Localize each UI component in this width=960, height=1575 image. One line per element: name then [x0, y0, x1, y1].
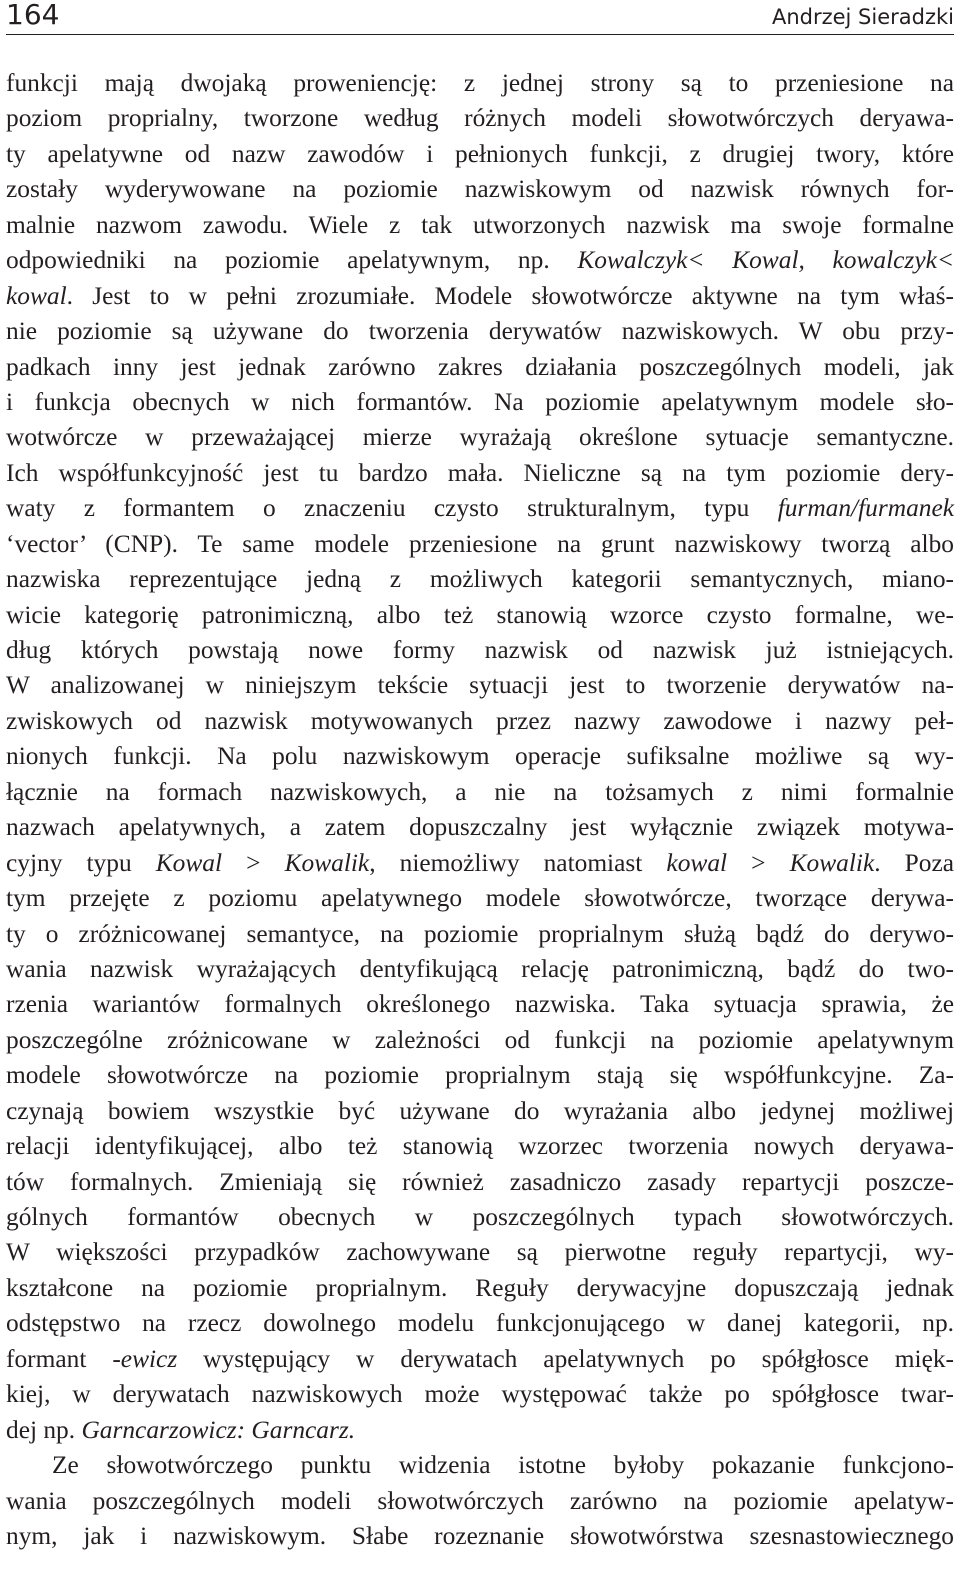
text-line: [6, 101, 954, 136]
text-run: nazwach apelatywnych, a zatem dopuszczalny jest wyłącznie związek motywa-: [6, 813, 954, 842]
text-line: [6, 1413, 954, 1448]
page-header: [6, 0, 954, 35]
text-run: występujący w derywatach apelatywnych po spółgłosce mięk-: [177, 1344, 954, 1373]
text-run: nionych funkcji. Na polu nazwiskowym operacje sufiksalne możliwe są wy-: [6, 742, 954, 771]
text-run: odpowiedniki na poziomie apelatywnym, np.: [6, 246, 578, 275]
text-run: ty o zróżnicowanej semantyce, na poziomie proprialnym służą bądź do derywo-: [6, 919, 954, 948]
text-run: tów formalnych. Zmieniają się również zasadniczo zasady repartycji poszcze-: [6, 1167, 954, 1196]
text-run: wania poszczególnych modeli słowotwórczych zarówno na poziomie apelatyw-: [6, 1486, 954, 1515]
italic-term: Kowalik: [284, 848, 370, 877]
text-line: [6, 1165, 954, 1200]
page-number: 164: [6, 0, 60, 31]
text-run: padkach inny jest jednak zarówno zakres działania poszczególnych modeli, jak: [6, 352, 954, 381]
text-run: W większości przypadków zachowywane są pierwotne reguły repartycji, wy-: [6, 1238, 954, 1267]
text-line: [6, 704, 954, 739]
text-run: . Poza: [874, 848, 955, 877]
paragraph: [6, 1448, 954, 1554]
text-line: [6, 1235, 954, 1270]
text-run: cyjny typu: [6, 848, 156, 877]
text-line: [6, 917, 954, 952]
text-run: ty apelatywne od nazw zawodów i pełnionych funkcji, z drugiej twory, które: [6, 139, 954, 168]
text-line: [6, 66, 954, 101]
text-line: [6, 1448, 954, 1483]
running-head-author: Andrzej Sieradzki: [771, 5, 954, 29]
text-line: [6, 598, 954, 633]
text-run: malnie nazwom zawodu. Wiele z tak utworzonych nazwisk ma swoje formalne: [6, 210, 954, 239]
text-run: dług których powstają nowe formy nazwisk od nazwisk już istniejących.: [6, 636, 954, 664]
text-line: [6, 420, 954, 455]
text-run: formant -: [6, 1344, 121, 1373]
text-line: [6, 491, 954, 526]
text-line: [6, 1023, 954, 1058]
text-line: [6, 1129, 954, 1164]
text-line: [6, 1306, 954, 1341]
text-run: Ze słowotwórczego punktu widzenia istotne byłoby pokazanie funkcjono-: [52, 1451, 954, 1480]
text-line: [6, 775, 954, 810]
text-run: nazwiska reprezentujące jedną z możliwych kategorii semantycznych, miano-: [6, 565, 954, 594]
text-run: gólnych formantów obecnych w poszczególnych typach słowotwórczych.: [6, 1203, 954, 1231]
text-line: [6, 668, 954, 703]
text-run: zostały wyderywowane na poziomie nazwiskowym od nazwisk równych for-: [6, 175, 954, 204]
italic-term: Kowalik: [789, 848, 875, 877]
text-run: zwiskowych od nazwisk motywowanych przez nazwy zawodowe i nazwy peł-: [6, 706, 954, 735]
text-run: , niemożliwy natomiast: [369, 848, 667, 877]
text-run: poziom proprialny, tworzone według różnych modeli słowotwórczych deryawa-: [6, 104, 954, 133]
text-run: czynają bowiem wszystkie być używane do wyrażania albo jedynej możliwej: [6, 1096, 954, 1125]
text-line: [6, 456, 954, 491]
text-run: modele słowotwórcze na poziomie proprialnym stają się współfunkcyjne. Za-: [6, 1061, 954, 1090]
text-line: [6, 279, 954, 314]
text-line: [6, 1200, 954, 1235]
text-line: [6, 137, 954, 172]
text-line: [6, 1058, 954, 1093]
text-run: >: [727, 848, 790, 877]
italic-term: kowal: [6, 281, 67, 310]
text-line: [6, 1094, 954, 1129]
paragraph: [6, 66, 954, 1448]
text-run: wania nazwisk wyrażających dentyfikującą relację patronimiczną, bądź do two-: [6, 954, 954, 983]
text-run: ‘vector’ (CNP). Te same modele przeniesione na grunt nazwiskowy tworzą albo: [6, 529, 954, 558]
text-line: [6, 987, 954, 1022]
text-run: W analizowanej w niniejszym tekście sytuacji jest to tworzenie derywatów na-: [6, 671, 954, 700]
text-line: [6, 881, 954, 916]
text-line: [6, 208, 954, 243]
text-line: [6, 527, 954, 562]
text-line: [6, 562, 954, 597]
text-run: poszczególne zróżnicowane w zależności od funkcji na poziomie apelatywnym: [6, 1025, 954, 1054]
text-run: waty z formantem o znaczeniu czysto strukturalnym, typu: [6, 494, 778, 523]
text-line: [6, 1342, 954, 1377]
text-run: >: [222, 848, 285, 877]
italic-term: Kowal: [155, 848, 223, 877]
text-line: [6, 1271, 954, 1306]
text-run: nym, jak i nazwiskowym. Słabe rozeznanie słowotwórstwa szesnastowiecznego: [6, 1521, 954, 1550]
text-run: wicie kategorię patronimiczną, albo też stanowią wzorce czysto formalne, we-: [6, 600, 954, 629]
italic-term: ewicz: [120, 1344, 178, 1373]
text-run: relacji identyfikującej, albo też stanowią wzorzec tworzenia nowych deryawa-: [6, 1132, 954, 1161]
text-run: nie poziomie są używane do tworzenia derywatów nazwiskowych. W obu przy-: [6, 317, 954, 346]
text-run: Ich współfunkcyjność jest tu bardzo mała. Nieliczne są na tym poziomie dery-: [6, 458, 954, 487]
italic-term: Garncarzowicz: Garncarz.: [81, 1415, 356, 1444]
text-run: kiej, w derywatach nazwiskowych może występować także po spółgłosce twar-: [6, 1380, 954, 1409]
italic-term: Kowalczyk< Kowal, kowalczyk<: [577, 246, 954, 275]
text-run: rzenia wariantów formalnych określonego nazwiska. Taka sytuacja sprawia, że: [6, 990, 954, 1019]
text-line: [6, 385, 954, 420]
text-run: funkcji mają dwojaką proweniencję: z jednej strony są to przeniesione na: [6, 69, 954, 97]
text-line: [6, 1377, 954, 1412]
italic-term: furman/furmanek: [777, 494, 954, 523]
text-run: dej np.: [6, 1415, 82, 1444]
text-run: tym przejęte z poziomu apelatywnego modele słowotwórcze, tworzące derywa-: [6, 884, 954, 913]
body-text: [6, 66, 954, 1554]
text-line: [6, 350, 954, 385]
text-run: kształcone na poziomie proprialnym. Reguły derywacyjne dopuszczają jednak: [6, 1273, 954, 1302]
text-line: [6, 1519, 954, 1554]
text-line: [6, 1484, 954, 1519]
text-run: łącznie na formach nazwiskowych, a nie na tożsamych z nimi formalnie: [6, 777, 954, 806]
text-run: odstępstwo na rzecz dowolnego modelu funkcjonującego w danej kategorii, np.: [6, 1309, 954, 1338]
text-line: [6, 243, 954, 278]
text-run: wotwórcze w przeważającej mierze wyrażają określone sytuacje semantyczne.: [6, 423, 954, 452]
text-run: . Jest to w pełni zrozumiałe. Modele słowotwórcze aktywne na tym właś-: [66, 281, 954, 310]
text-line: [6, 810, 954, 845]
text-line: [6, 633, 954, 668]
text-line: [6, 846, 954, 881]
text-line: [6, 314, 954, 349]
text-line: [6, 739, 954, 774]
text-run: i funkcja obecnych w nich formantów. Na poziomie apelatywnym modele sło-: [6, 387, 954, 416]
italic-term: kowal: [666, 848, 728, 877]
text-line: [6, 172, 954, 207]
text-line: [6, 952, 954, 987]
